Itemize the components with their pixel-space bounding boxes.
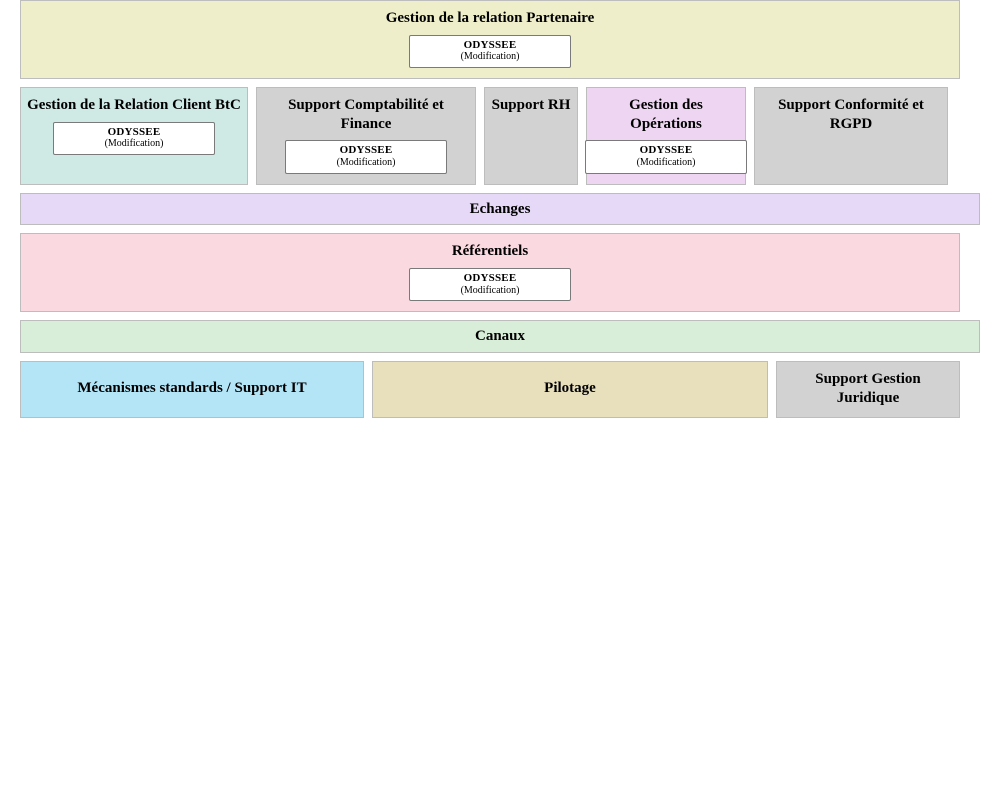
block-title: Echanges xyxy=(469,200,531,217)
block-support-gestion-juridique[interactable] xyxy=(776,361,960,419)
app-state: (Modification) xyxy=(336,157,396,169)
block-title: Mécanismes standards / Support IT xyxy=(77,380,307,397)
app-name: ODYSSEE xyxy=(463,272,517,285)
app-card-odyssee[interactable] xyxy=(53,122,215,155)
block-title: Gestion de la Relation Client BtC xyxy=(27,96,241,113)
block-echanges[interactable] xyxy=(20,193,980,226)
block-title: Pilotage xyxy=(544,380,596,397)
block-title: Gestion de la relation Partenaire xyxy=(385,10,595,26)
block-gestion-relation-partenaire[interactable] xyxy=(20,0,960,79)
block-title: Support Conformité et RGPD xyxy=(778,96,924,132)
row-bottom xyxy=(0,361,1000,419)
app-state: (Modification) xyxy=(636,157,696,169)
block-gestion-relation-client-btc[interactable] xyxy=(20,87,248,185)
app-card-odyssee[interactable] xyxy=(409,35,571,68)
row-domains xyxy=(0,87,1000,185)
app-state: (Modification) xyxy=(104,138,164,150)
block-referentiels[interactable] xyxy=(20,233,960,312)
app-name: ODYSSEE xyxy=(339,144,393,157)
app-state: (Modification) xyxy=(460,51,520,63)
block-title: Support RH xyxy=(491,96,571,113)
block-title: Support Gestion Juridique xyxy=(815,370,921,406)
block-canaux[interactable] xyxy=(20,320,980,353)
app-card-odyssee[interactable] xyxy=(585,140,747,173)
block-title: Gestion des Opérations xyxy=(629,96,703,132)
app-name: ODYSSEE xyxy=(639,144,693,157)
row-partner xyxy=(0,0,1000,79)
block-title: Référentiels xyxy=(451,243,529,260)
app-card-odyssee[interactable] xyxy=(285,140,447,173)
app-name: ODYSSEE xyxy=(463,38,517,51)
block-support-conformite-rgpd[interactable] xyxy=(754,87,948,185)
row-referentiels xyxy=(0,233,1000,312)
block-support-comptabilite-finance[interactable] xyxy=(256,87,476,185)
block-title: Support Comptabilité et Finance xyxy=(288,96,444,132)
block-support-rh[interactable] xyxy=(484,87,578,185)
app-name: ODYSSEE xyxy=(107,125,161,138)
app-card-odyssee[interactable] xyxy=(409,268,571,301)
row-echanges xyxy=(0,193,1000,226)
app-state: (Modification) xyxy=(460,284,520,296)
block-title: Canaux xyxy=(474,328,526,345)
row-canaux xyxy=(0,320,1000,353)
block-gestion-des-operations[interactable] xyxy=(586,87,746,185)
block-mecanismes-standards-support-it[interactable] xyxy=(20,361,364,419)
block-pilotage[interactable] xyxy=(372,361,768,419)
